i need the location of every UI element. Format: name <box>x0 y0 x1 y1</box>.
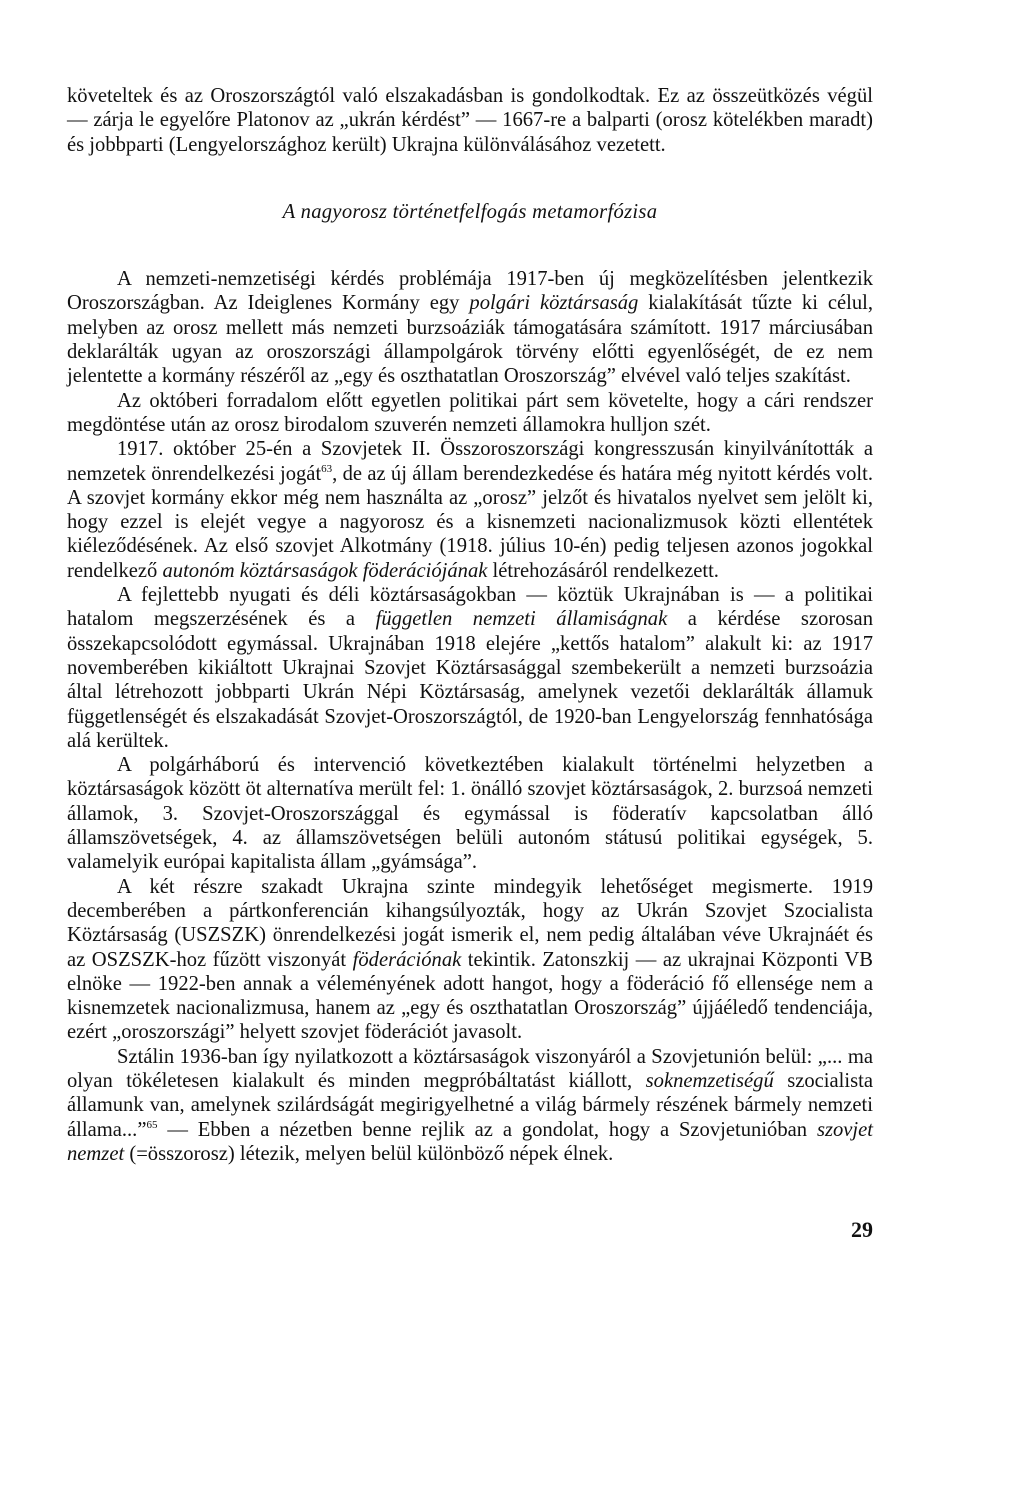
page-number: 29 <box>851 1217 873 1242</box>
footnote-ref: 63 <box>321 462 333 475</box>
text-run: A fejlettebb nyugati és déli köztársaságokban — köztük Ukrajnában is — a politikai hatalom megszerzésének és a <box>67 584 873 631</box>
section-heading: A nagyorosz történetfelfogás metamorfózisa <box>282 200 658 223</box>
paragraph <box>67 583 873 753</box>
body-text <box>67 84 873 1166</box>
text-run: , de az új állam berendezkedése és határa még nyitott kérdés volt. A szovjet kormány ekkor még nem használta az „orosz” jelzőt és hivatalos nyelvet sem jelölt ki, hogy ezzel is elejét vegye a nagyorosz és a kisnemzeti nacionalizmusok közti ellentétek kiéleződésének. Az első szovjet Alkotmány (1918. július 10-én) pedig teljesen azonos jogokkal rendelkező <box>67 462 874 582</box>
text-run: — Ebben a nézetben benne rejlik az a gondolat, hogy a Szovjetunióban <box>157 1118 817 1141</box>
emphasis: polgári köztársaság <box>469 292 639 315</box>
text-run: a kérdése szorosan összekapcsolódott egymással. Ukrajnában 1918 elejére „kettős hatalom” alakult ki: az 1917 novemberében kikiáltott Ukrajnai Szovjet Köztársasággal szembekerült a nemzeti burzsoázia által létrehozott jobbparti Ukrán Népi Köztársaság, amelynek vezetői deklarálták államuk függetlenségét és elszakadását Szovjet-Oroszországtól, de 1920-ban Lengyelország fennhatósága alá kerültek. <box>67 608 873 752</box>
text-run: (=összorosz) létezik, melyen belül különböző népek élnek. <box>124 1142 614 1165</box>
text-run: kialakítását tűzte ki célul, melyben az orosz mellett más nemzeti burzsoáziák támogatására számított. 1917 márciusában deklarálták ugyan az oroszországi állampolgárok törvény előtti egyenlőségét, de ez nem jelentette a kormány részéről az „egy és oszthatatlan Oroszország” elvével való teljes szakítást. <box>67 292 873 388</box>
emphasis: soknemzetiségű <box>645 1069 774 1092</box>
emphasis: szovjet nemzet <box>67 1118 873 1165</box>
emphasis: független nemzeti államiságnak <box>375 608 668 631</box>
paragraph: A polgárháború és intervenció következtében kialakult történelmi helyzetben a köztársaságok között öt alternatíva merült fel: 1. önálló szovjet köztársaságok, 2. burzsoá nemzeti államok, 3. Szovjet-Oroszországgal és egymással is föderatív kapcsolatban álló államszövetségek, 4. az államszövetségen belüli autonóm státusú politikai egységek, 5. valamelyik európai kapitalista állam „gyámsága”. <box>67 754 873 874</box>
text-run: Sztálin 1936-ban így nyilatkozott a köztársaságok viszonyáról a Szovjetunión belül: „... ma olyan tökéletesen kialakult és minden megpróbáltatást kiállott, <box>67 1045 873 1092</box>
emphasis: föderációnak <box>352 948 462 971</box>
footnote-ref: 65 <box>146 1118 158 1131</box>
text-run: tekintik. Zatonszkij — az ukrajnai Központi VB elnöke — 1922-ben annak a véleményének adott hangot, hogy a föderáció fő ellensége nem a kisnemzetek nacionalizmusa, hanem az „egy és oszthatatlan Oroszország” újjáéledő tendenciája, ezért „oroszországi” helyett szovjet föderációt javasolt. <box>67 948 873 1044</box>
paragraph <box>67 437 873 583</box>
text-run: 1917. október 25-én a Szovjetek II. Összoroszországi kongresszusán kinyilvánították a nemzetek önrendelkezési jogát <box>67 438 873 485</box>
paragraph <box>67 875 873 1045</box>
paragraph <box>67 267 873 388</box>
text-run: A nemzeti-nemzetiségi kérdés problémája 1917-ben új megközelítésben jelentkezik Oroszországban. Az Ideiglenes Kormány egy <box>67 268 873 315</box>
paragraph: Az októberi forradalom előtt egyetlen politikai párt sem követelte, hogy a cári rendszer megdöntése után az orosz birodalom szuverén nemzeti államokra hulljon szét. <box>67 389 873 436</box>
paragraph <box>67 1045 873 1166</box>
text-run: A két részre szakadt Ukrajna szinte mindegyik lehetőséget megismerte. 1919 decemberében a pártkonferencián kihangsúlyozták, hogy az Ukrán Szovjet Szocialista Köztársaság (USZSZK) önrendelkezési jogát ismerik el, nem pedig általában véve Ukrajnáét és az OSZSZK-hoz fűzött viszonyát <box>67 875 873 971</box>
emphasis: autonóm köztársaságok föderációjának <box>162 559 488 582</box>
text-run: szocialista államunk van, amelynek szilárdságát megirigyelhetné a világ bármely részének bármely nemzeti államа...” <box>67 1069 873 1141</box>
text-run: létrehozásáról rendelkezett. <box>487 559 719 582</box>
paragraph-continuation: követeltek és az Oroszországtól való elszakadásban is gondolkodtak. Ez az összeütközés végül — zárja le egyelőre Platonov az „ukrán kérdést” — 1667-re a balparti (orosz kötelékben maradt) és jobbparti (Lengyelországhoz került) Ukrajna különválásához vezetett. <box>67 85 873 156</box>
